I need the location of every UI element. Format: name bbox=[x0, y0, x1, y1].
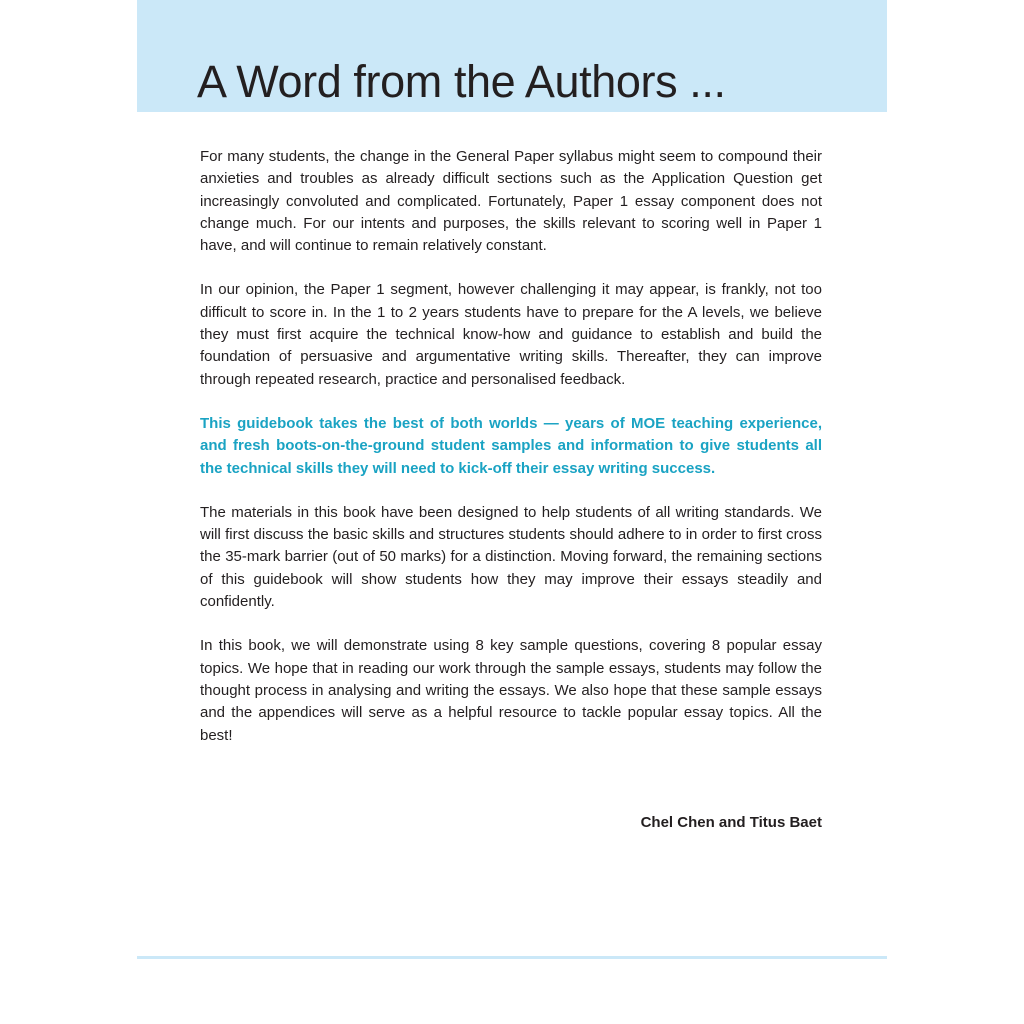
page-title: A Word from the Authors ... bbox=[197, 56, 726, 107]
document-page bbox=[137, 0, 887, 1024]
footer-divider bbox=[137, 956, 887, 959]
paragraph-2: In our opinion, the Paper 1 segment, however challenging it may appear, is frankly, not too difficult to score in. In the 1 to 2 years students have to prepare for the A levels, we believe they must first acquire the technical know-how and guidance to establish and build the foundation of persuasive and argumentative writing skills. Thereafter, they can improve through repeated research, practice and personalised feedback. bbox=[200, 281, 822, 388]
author-signature: Chel Chen and Titus Baet bbox=[640, 814, 822, 831]
paragraph-1: For many students, the change in the General Paper syllabus might seem to compound their anxieties and troubles as already difficult sections such as the Application Question get increasingly convoluted and complicated. Fortunately, Paper 1 essay component does not change much. For our intents and purposes, the skills relevant to scoring well in Paper 1 have, and will continue to remain relatively constant. bbox=[200, 148, 822, 255]
paragraph-5: In this book, we will demonstrate using 8 key sample questions, covering 8 popular essay topics. We hope that in reading our work through the sample essays, students may follow the thought process in analysing and writing the essays. We also hope that these sample essays and the appendices will serve as a helpful resource to tackle popular essay topics. All the best! bbox=[200, 637, 822, 744]
highlighted-paragraph: This guidebook takes the best of both worlds — years of MOE teaching experience, and fresh boots-on-the-ground student samples and information to give students all the technical skills they will need to kick-off their essay writing success. bbox=[200, 414, 822, 477]
body-text bbox=[200, 146, 822, 769]
paragraph-4: The materials in this book have been designed to help students of all writing standards. We will first discuss the basic skills and structures students should adhere to in order to first cross the 35-mark barrier (out of 50 marks) for a distinction. Moving forward, the remaining sections of this guidebook will show students how they may improve their essays steadily and confidently. bbox=[200, 503, 822, 611]
